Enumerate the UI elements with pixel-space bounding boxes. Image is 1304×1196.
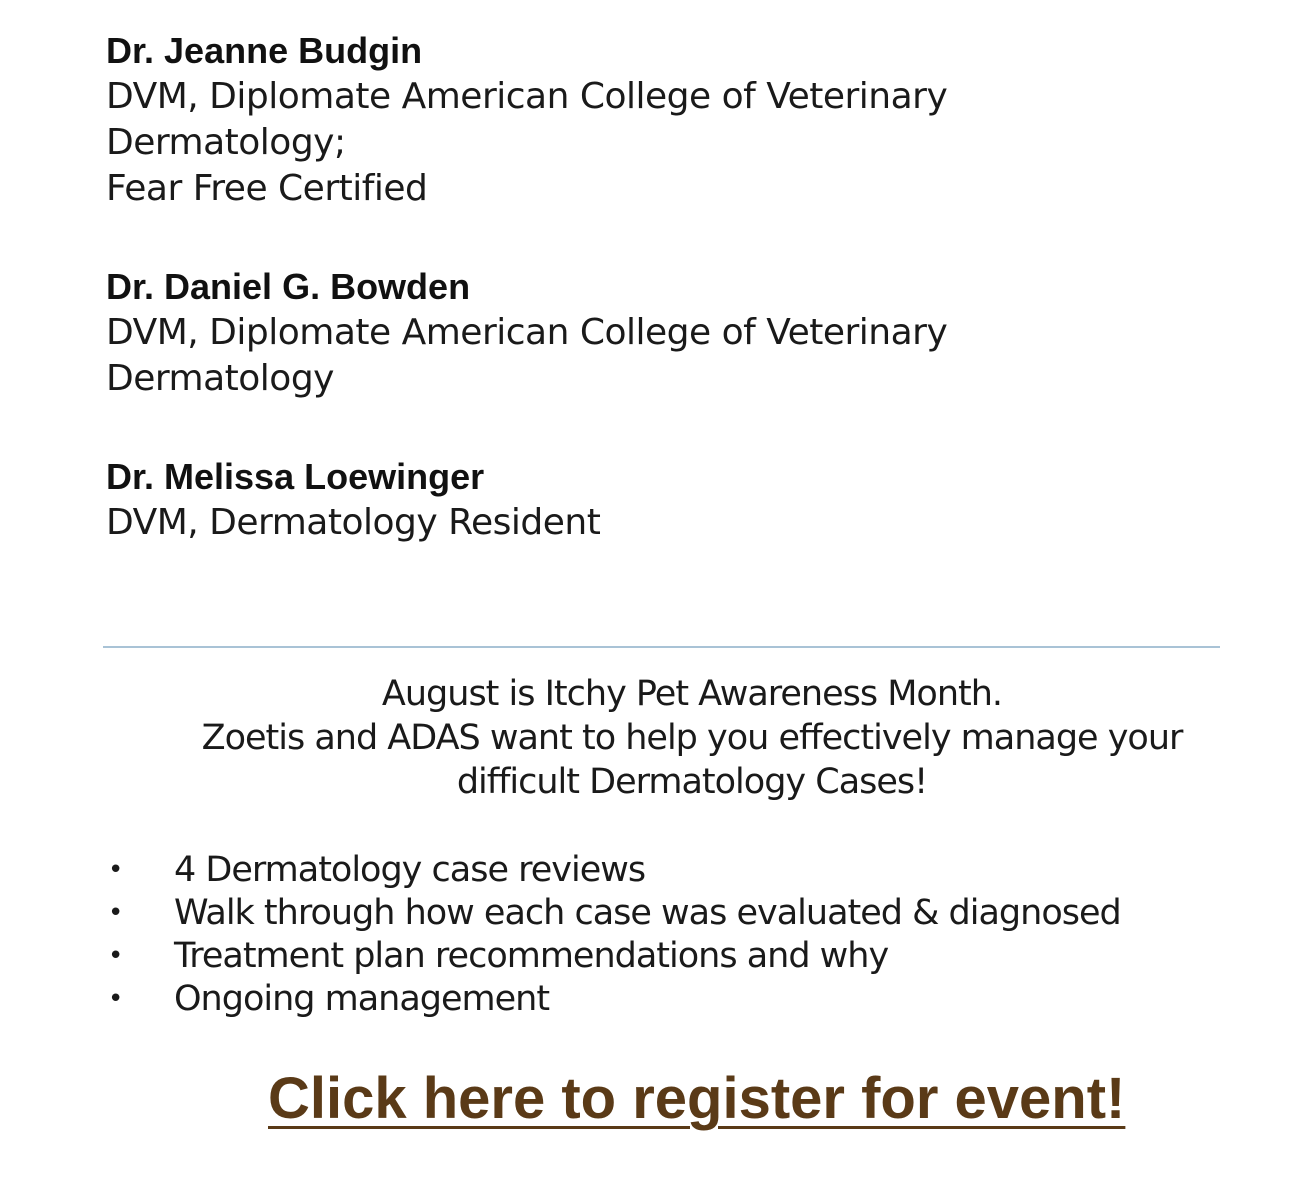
list-item-text: Ongoing management (174, 978, 550, 1019)
speaker-melissa-loewinger (106, 454, 1106, 546)
list-item (106, 891, 1256, 934)
list-item (106, 934, 1256, 977)
bullet-icon: • (108, 854, 124, 885)
speaker-name: Dr. Melissa Loewinger (106, 456, 485, 497)
speaker-credential: Fear Free Certified (106, 168, 428, 209)
section-divider (103, 646, 1220, 648)
list-item-text: Treatment plan recommendations and why (174, 935, 889, 976)
speaker-credential: Dermatology; (106, 122, 346, 163)
announcement (170, 672, 1214, 804)
announcement-line: August is Itchy Pet Awareness Month. (381, 674, 1003, 714)
speaker-name: Dr. Jeanne Budgin (106, 30, 423, 71)
register-link[interactable]: Click here to register for event! (268, 1066, 1126, 1131)
speaker-credential: Dermatology (106, 358, 334, 399)
speaker-list (106, 28, 1106, 598)
speaker-jeanne-budgin (106, 28, 1106, 212)
speaker-credential: DVM, Dermatology Resident (106, 502, 601, 543)
bullet-icon: • (108, 897, 124, 928)
speaker-name: Dr. Daniel G. Bowden (106, 266, 471, 307)
feature-list (106, 848, 1256, 1020)
list-item (106, 977, 1256, 1020)
speaker-daniel-bowden (106, 264, 1106, 402)
announcement-line: difficult Dermatology Cases! (456, 762, 928, 802)
bullet-icon: • (108, 940, 124, 971)
list-item-text: 4 Dermatology case reviews (174, 849, 646, 890)
speaker-credential: DVM, Diplomate American College of Veterinary (106, 76, 948, 117)
list-item-text: Walk through how each case was evaluated & diagnosed (174, 892, 1121, 933)
announcement-line: Zoetis and ADAS want to help you effectively manage your (201, 718, 1183, 758)
bullet-icon: • (108, 983, 124, 1014)
list-item (106, 848, 1256, 891)
speaker-credential: DVM, Diplomate American College of Veterinary (106, 312, 948, 353)
